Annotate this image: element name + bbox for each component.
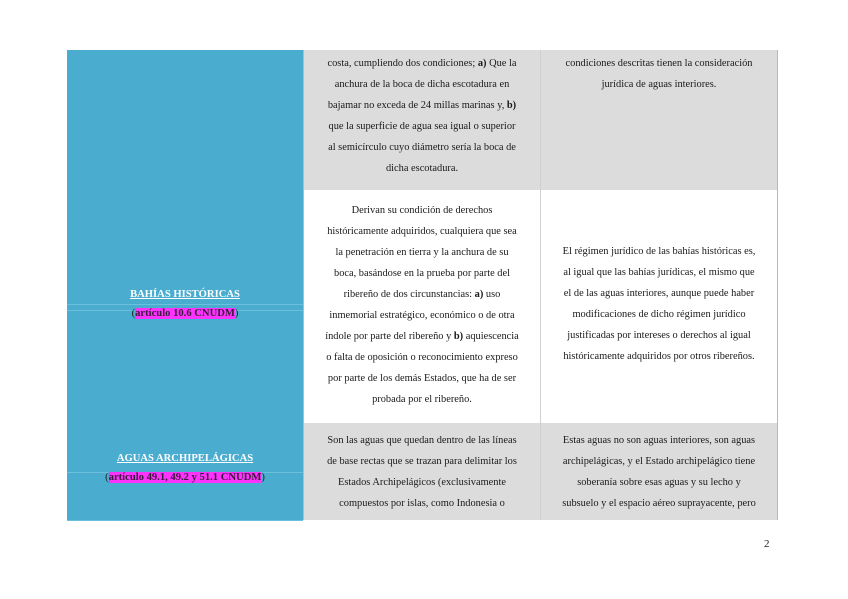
text-line: Derivan su condición de derechos [351, 205, 493, 216]
row-label-aguas-archipelagicas [67, 449, 303, 487]
definition-cell-row3 [304, 423, 540, 520]
text-line: archipelágicas, y el Estado archipelágico tiene [562, 456, 756, 467]
text-line: inmemorial estratégico, económico o de otra [329, 310, 515, 321]
text-line: índole por parte del ribereño y b) aquiescencia [325, 331, 519, 342]
text-line: Estados Archipelágicos (exclusivamente [338, 477, 506, 488]
text-line: el de las aguas interiores, aunque puede haber [563, 288, 755, 299]
column-divider [777, 50, 778, 520]
row-title: AGUAS ARCHIPELÁGICAS [116, 453, 254, 464]
text-line: de base rectas que se trazan para delimitar los [327, 456, 517, 467]
row-label-bahias-historicas [67, 285, 303, 323]
text-line: que la superficie de agua sea igual o superior [328, 121, 516, 132]
definition-cell-row2 [304, 199, 540, 419]
text-line: bajamar no exceda de 24 millas marinas y, b) [327, 100, 517, 111]
article-reference: (artículo 49.1, 49.2 y 51.1 CNUDM) [105, 472, 265, 483]
text-line: Son las aguas que quedan dentro de las líneas [327, 435, 517, 446]
text-line: dicha escotadura. [385, 163, 459, 174]
text-line: boca, basándose en la prueba por parte del [334, 268, 510, 279]
text-line: El régimen jurídico de las bahías históricas es, [562, 246, 756, 257]
text-line: por parte de los demás Estados, que ha de ser [327, 373, 517, 384]
text-line: compuestos por islas, como Indonesia o [339, 498, 505, 509]
text-line: históricamente adquiridos por otros ribereños. [563, 351, 755, 362]
article-reference: (artículo 10.6 CNUDM) [131, 308, 239, 319]
text-line: la penetración en tierra y la anchura de su [335, 247, 509, 258]
text-line: o falta de oposición o reconocimiento expreso [326, 352, 518, 363]
page-number: 2 [764, 538, 770, 550]
article-reference-text: artículo 49.1, 49.2 y 51.1 CNUDM [108, 472, 262, 483]
regime-cell-row2 [541, 241, 777, 381]
text-line: al igual que las bahías jurídicas, el mismo que [563, 267, 755, 278]
text-line: justificadas por intereses o derechos al igual [567, 330, 751, 341]
regime-cell-row3 [541, 423, 777, 520]
article-reference-text: artículo 10.6 CNUDM [135, 308, 235, 319]
column-divider [540, 50, 541, 520]
text-line: probada por el ribereño. [372, 394, 472, 405]
text-line: condiciones descritas tienen la consideración [565, 58, 753, 69]
text-line: modificaciones de dicho régimen jurídico [572, 309, 746, 320]
regime-cell-row1 [541, 50, 777, 190]
text-line: costa, cumpliendo dos condiciones; a) Que la [327, 58, 517, 69]
text-line: ribereño de dos circunstancias: a) uso [343, 289, 501, 300]
text-line: subsuelo y el espacio aéreo suprayacente, pero [562, 498, 756, 509]
text-line: soberanía sobre esas aguas y su lecho y [577, 477, 741, 488]
text-line: al semicírculo cuyo diámetro sería la boca de [328, 142, 516, 153]
text-line: históricamente adquiridos, cualquiera que sea [327, 226, 517, 237]
text-line: jurídica de aguas interiores. [601, 79, 717, 90]
text-line: Estas aguas no son aguas interiores, son aguas [562, 435, 756, 446]
definition-cell-row1 [304, 50, 540, 190]
column-divider [303, 50, 304, 520]
text-line: anchura de la boca de dicha escotadura en [334, 79, 510, 90]
row-title: BAHÍAS HISTÓRICAS [130, 289, 240, 300]
